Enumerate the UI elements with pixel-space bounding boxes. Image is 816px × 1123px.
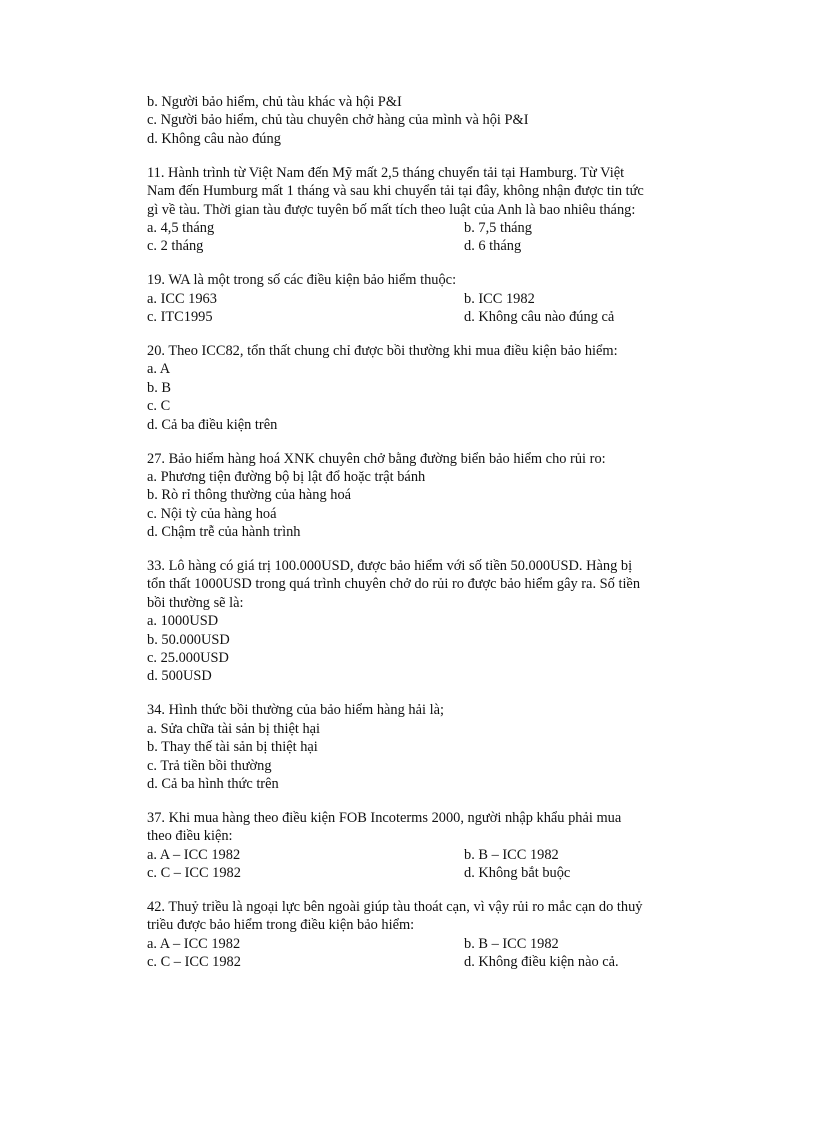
option-b: b. Thay thế tài sản bị thiệt hại <box>147 739 318 756</box>
question-text-line: 19. WA là một trong số các điều kiện bảo hiểm thuộc: <box>147 272 457 289</box>
question-34 <box>147 701 687 793</box>
options-row <box>147 935 687 953</box>
option-c: c. 2 tháng <box>147 238 204 255</box>
question-11 <box>147 164 687 256</box>
option-b: b. B – ICC 1982 <box>464 846 559 863</box>
option-d: d. Chậm trễ của hành trình <box>147 524 301 541</box>
option-b: b. 50.000USD <box>147 631 230 648</box>
option-a: a. 4,5 tháng <box>147 219 215 236</box>
options-row <box>147 290 687 308</box>
question-text-line: theo điều kiện: <box>147 828 233 845</box>
option-d: d. Không câu nào đúng cả <box>464 309 615 326</box>
option-d: d. Cả ba hình thức trên <box>147 776 279 792</box>
option-d: d. 500USD <box>147 668 212 685</box>
options-row <box>147 308 687 326</box>
question-27 <box>147 450 687 542</box>
question-text-line: bồi thường sẽ là: <box>147 594 244 611</box>
option-c: c. C – ICC 1982 <box>147 865 241 882</box>
question-text-line: 20. Theo ICC82, tổn thất chung chỉ được bồi thường khi mua điều kiện bảo hiểm: <box>147 342 618 359</box>
question-37 <box>147 809 687 883</box>
options-row <box>147 864 687 882</box>
options-row <box>147 846 687 864</box>
option-a: a. A <box>147 361 171 378</box>
question-text-line: 37. Khi mua hàng theo điều kiện FOB Incoterms 2000, người nhập khẩu phải mua <box>147 809 622 826</box>
question-text-line: 27. Bảo hiểm hàng hoá XNK chuyên chở bằng đường biển bảo hiểm cho rủi ro: <box>147 450 606 467</box>
previous-question-options <box>147 93 687 148</box>
option-a: a. Phương tiện đường bộ bị lật đổ hoặc trật bánh <box>147 468 426 485</box>
question-20 <box>147 342 687 434</box>
option-b: b. Rò rỉ thông thường của hàng hoá <box>147 487 352 504</box>
option-c: c. Nội tỳ của hàng hoá <box>147 505 277 522</box>
options-row <box>147 237 687 255</box>
option-b: b. 7,5 tháng <box>464 219 532 236</box>
question-text-line: tổn thất 1000USD trong quá trình chuyên chở do rủi ro được bảo hiểm gây ra. Số tiền <box>147 576 641 593</box>
question-19 <box>147 271 687 326</box>
question-33 <box>147 557 687 686</box>
options-row <box>147 953 687 971</box>
option-c: c. C <box>147 398 171 415</box>
option-c: c. 25.000USD <box>147 650 229 667</box>
question-text-line: 11. Hành trình từ Việt Nam đến Mỹ mất 2,5 tháng chuyển tải tại Hamburg. Từ Việt <box>147 164 625 181</box>
option-b: b. B <box>147 379 171 396</box>
options-row <box>147 219 687 237</box>
document-page <box>147 93 687 972</box>
question-text-line: 33. Lô hàng có giá trị 100.000USD, được bảo hiểm với số tiền 50.000USD. Hàng bị <box>147 558 633 575</box>
option-b: b. Người bảo hiểm, chủ tàu khác và hội P&I <box>147 94 402 110</box>
option-a: a. Sửa chữa tài sản bị thiệt hại <box>147 720 321 737</box>
option-b: b. ICC 1982 <box>464 290 535 307</box>
question-text-line: Nam đến Humburg mất 1 tháng và sau khi chuyển tải tại đây, không nhận được tin tức <box>147 183 644 200</box>
option-a: a. A – ICC 1982 <box>147 935 241 952</box>
option-d: d. Không điều kiện nào cả. <box>464 954 619 971</box>
option-d: d. 6 tháng <box>464 238 522 255</box>
option-d: d. Không câu nào đúng <box>147 130 281 147</box>
option-b: b. B – ICC 1982 <box>464 935 559 952</box>
question-text-line: 34. Hình thức bồi thường của bảo hiểm hàng hải là; <box>147 702 444 719</box>
option-c: c. ITC1995 <box>147 309 213 326</box>
option-d: d. Không bắt buộc <box>464 865 571 882</box>
option-c: c. Người bảo hiểm, chủ tàu chuyên chở hàng của mình và hội P&I <box>147 112 529 129</box>
option-a: a. A – ICC 1982 <box>147 846 241 863</box>
option-a: a. 1000USD <box>147 613 219 630</box>
question-text-line: 42. Thuỷ triều là ngoại lực bên ngoài giúp tàu thoát cạn, vì vậy rủi ro mắc cạn do thuỷ <box>147 899 643 916</box>
option-c: c. C – ICC 1982 <box>147 954 241 971</box>
question-text-line: gì về tàu. Thời gian tàu được tuyên bố mất tích theo luật của Anh là bao nhiêu tháng: <box>147 201 636 218</box>
option-c: c. Trả tiền bồi thường <box>147 757 272 774</box>
option-d: d. Cả ba điều kiện trên <box>147 416 278 433</box>
question-text-line: triều được bảo hiểm trong điều kiện bảo hiểm: <box>147 917 415 934</box>
question-42 <box>147 898 687 972</box>
option-a: a. ICC 1963 <box>147 290 217 307</box>
